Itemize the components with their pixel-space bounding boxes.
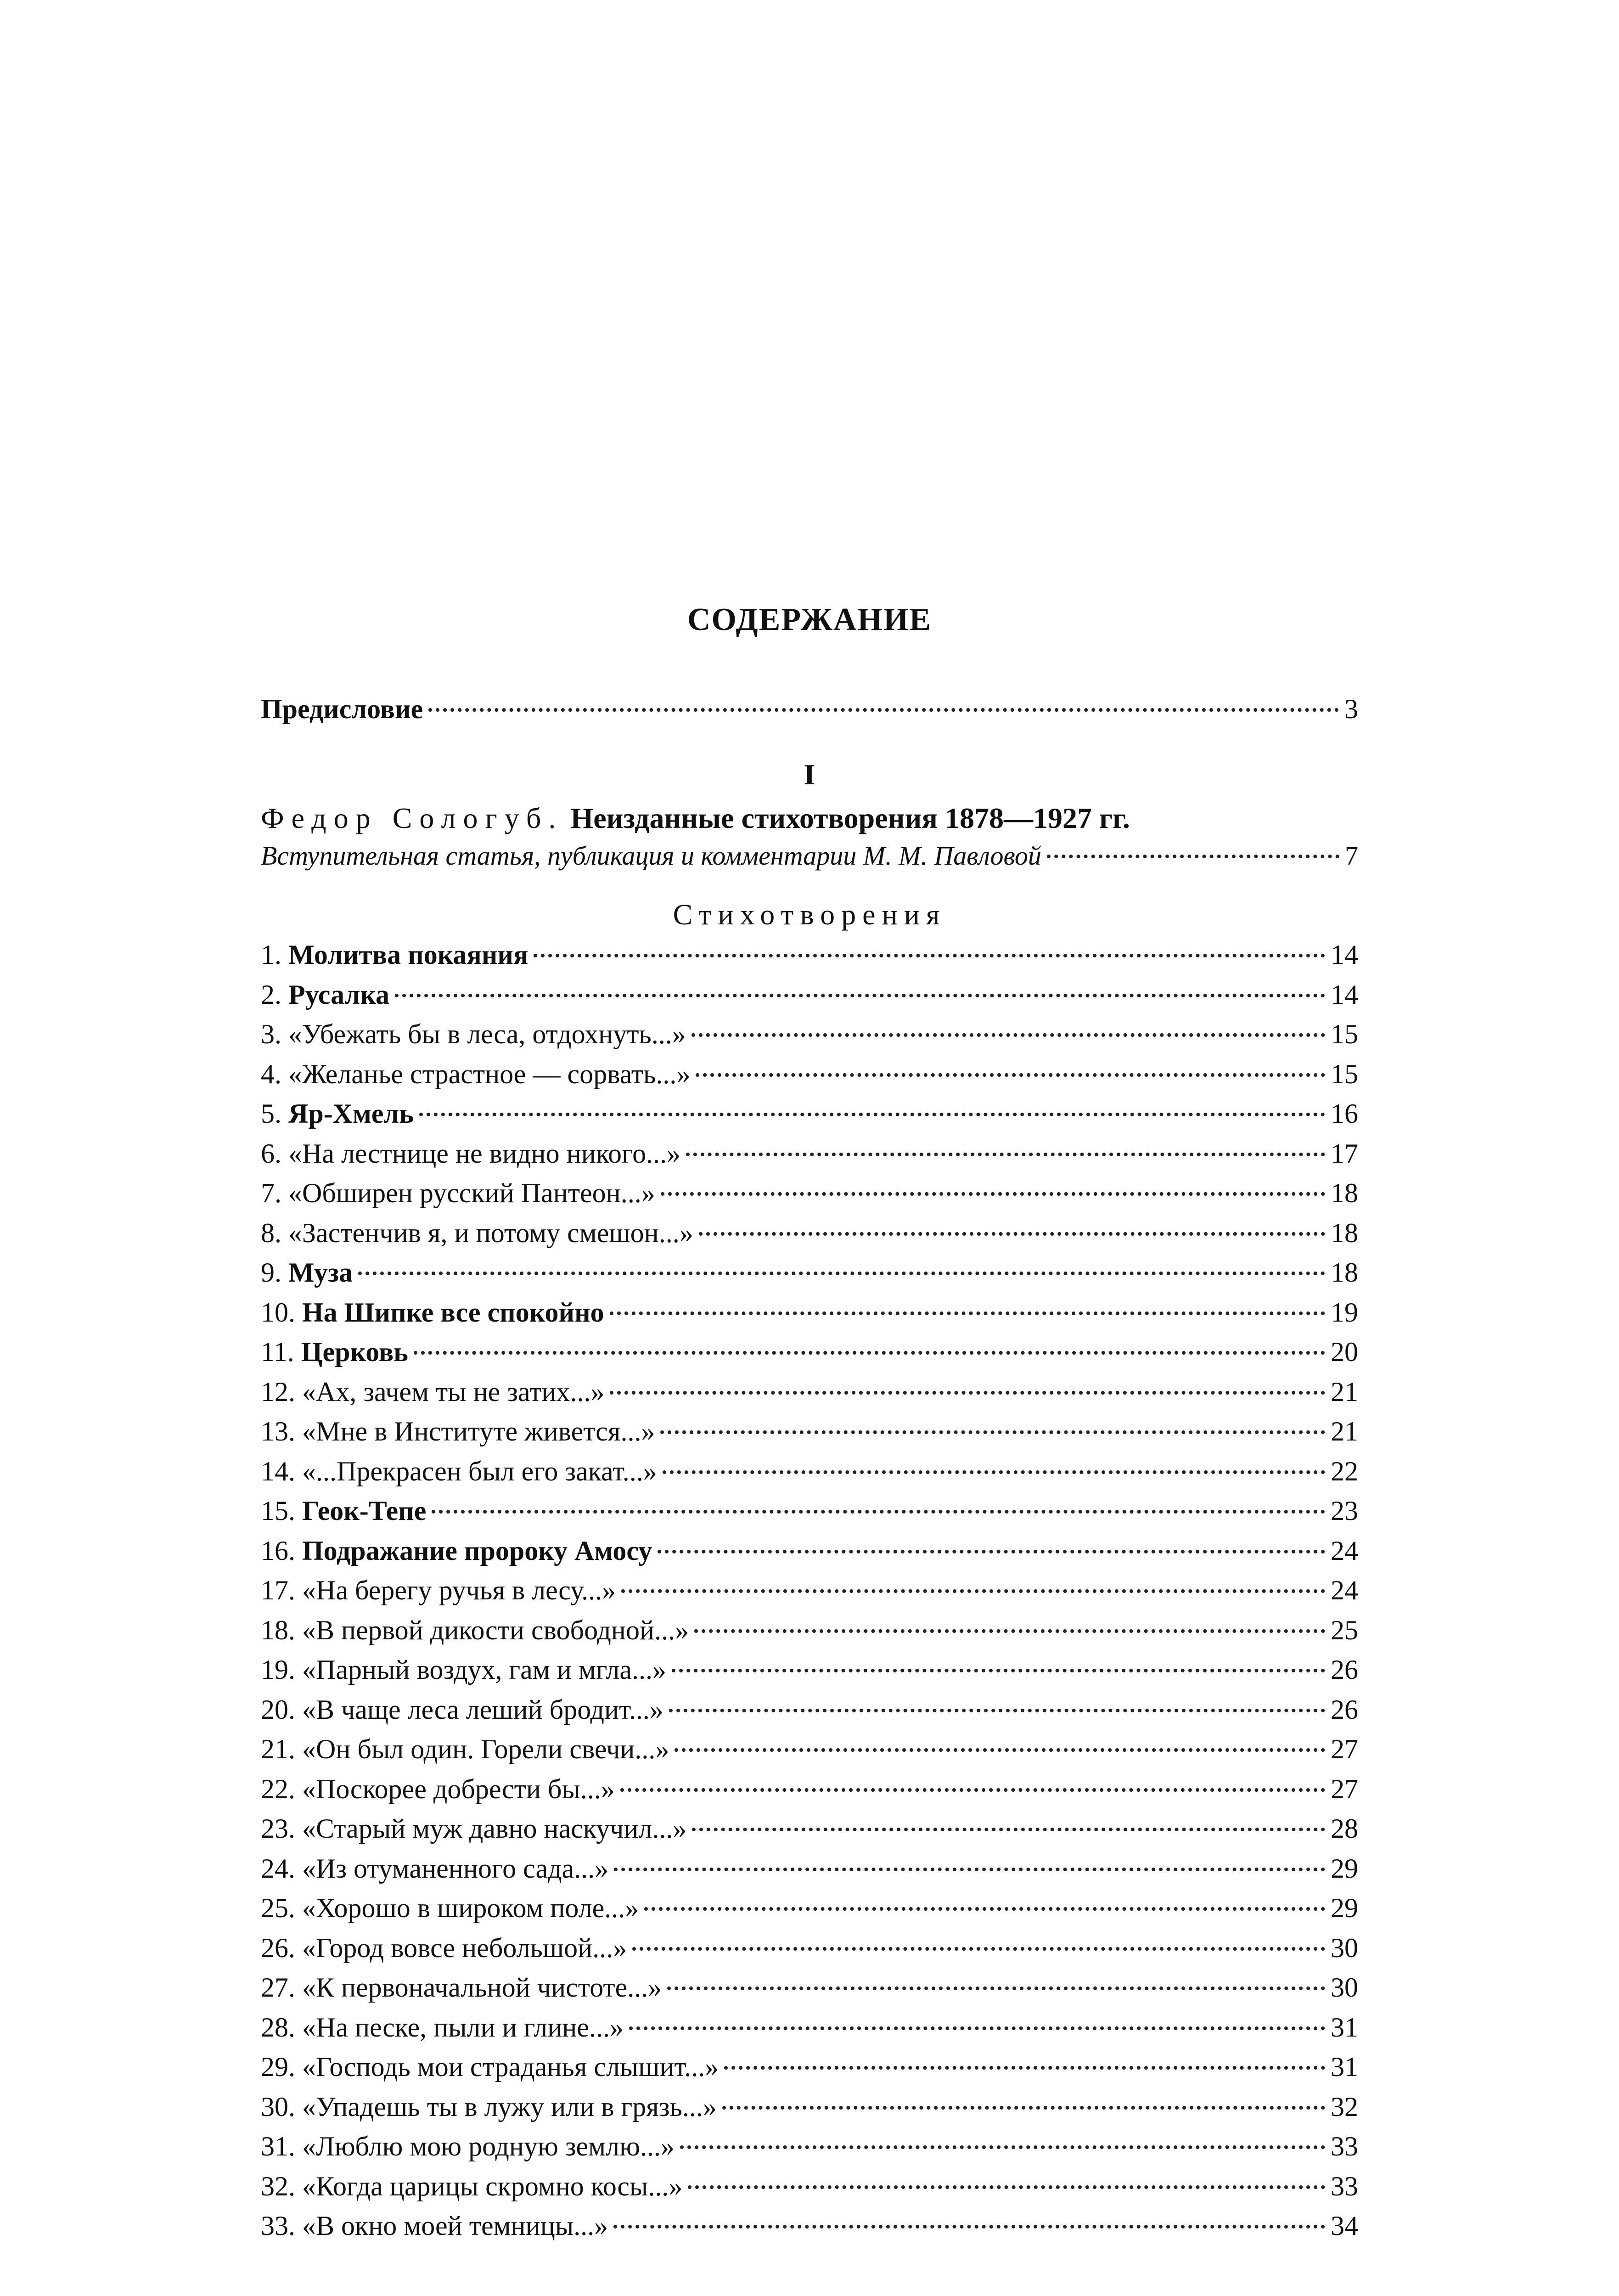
dot-leader bbox=[699, 1232, 1325, 1236]
toc-entry-number: 16. bbox=[261, 1536, 295, 1566]
toc-entry-title bbox=[261, 979, 389, 1011]
toc-entry-introduction[interactable] bbox=[261, 840, 1358, 871]
toc-entry-text: Геок-Тепе bbox=[302, 1496, 427, 1526]
dot-leader bbox=[669, 1709, 1325, 1712]
toc-entry-number: 33. bbox=[261, 2211, 295, 2241]
toc-entry-number: 7. bbox=[261, 1178, 281, 1208]
toc-page-number: 14 bbox=[1331, 940, 1358, 970]
toc-entry-text: «На берегу ручья в лесу...» bbox=[302, 1575, 616, 1605]
toc-entry[interactable] bbox=[261, 1456, 1358, 1487]
toc-entry-text: Молитва покаяния bbox=[288, 940, 528, 970]
toc-entry-title bbox=[261, 1138, 680, 1170]
dot-leader bbox=[696, 1073, 1325, 1077]
toc-entry-text: «Убежать бы в леса, отдохнуть...» bbox=[288, 1019, 686, 1049]
toc-entry-title bbox=[261, 1853, 608, 1885]
toc-entry-title bbox=[261, 1615, 689, 1646]
toc-entry-title bbox=[261, 1654, 666, 1686]
toc-page-number: 18 bbox=[1331, 1218, 1358, 1248]
dot-leader bbox=[660, 1430, 1325, 1434]
toc-entry-text: Церковь bbox=[301, 1337, 408, 1367]
toc-page-number: 20 bbox=[1331, 1337, 1358, 1367]
dot-leader bbox=[675, 1748, 1325, 1752]
toc-entry[interactable] bbox=[261, 1654, 1358, 1686]
toc-page-number: 29 bbox=[1331, 1893, 1358, 1923]
toc-entry-text: «Город вовсе небольшой...» bbox=[302, 1933, 627, 1963]
toc-entry[interactable] bbox=[261, 1297, 1358, 1328]
poems-heading: Стихотворения bbox=[673, 898, 946, 931]
toc-entry-text: «Господь мои страданья слышит...» bbox=[302, 2052, 719, 2082]
toc-entry-number: 25. bbox=[261, 1893, 295, 1923]
toc-entry-number: 6. bbox=[261, 1138, 281, 1169]
toc-entry-text: «Упадешь ты в лужу или в грязь...» bbox=[302, 2092, 717, 2122]
toc-entry[interactable] bbox=[261, 1376, 1358, 1408]
toc-entry-text: «Ах, зачем ты не затих...» bbox=[302, 1377, 605, 1407]
toc-entry-title bbox=[261, 2210, 608, 2242]
toc-entry[interactable] bbox=[261, 1892, 1358, 1924]
toc-entry-number: 19. bbox=[261, 1654, 295, 1685]
toc-entry-text: «В окно моей темницы...» bbox=[302, 2211, 608, 2241]
toc-entry-title bbox=[261, 1257, 353, 1289]
dot-leader bbox=[629, 2026, 1325, 2030]
toc-page-number: 31 bbox=[1331, 2012, 1358, 2043]
toc-page-number: 31 bbox=[1331, 2052, 1358, 2082]
toc-page-number: 21 bbox=[1331, 1377, 1358, 1407]
toc-entry-preface[interactable] bbox=[261, 693, 1358, 725]
toc-entry-title bbox=[261, 1217, 693, 1249]
toc-page-number: 29 bbox=[1331, 1853, 1358, 1884]
toc-entry[interactable] bbox=[261, 1853, 1358, 1885]
toc-entry-number: 17. bbox=[261, 1575, 295, 1605]
toc-entry-number: 29. bbox=[261, 2052, 295, 2082]
toc-entry-text: «Люблю мою родную землю...» bbox=[302, 2131, 675, 2161]
toc-entry[interactable] bbox=[261, 2091, 1358, 2123]
toc-page-number: 32 bbox=[1331, 2092, 1358, 2122]
dot-leader bbox=[672, 1669, 1325, 1672]
dot-leader bbox=[663, 1470, 1325, 1474]
part-number: I bbox=[804, 758, 815, 791]
toc-entry-title bbox=[261, 2012, 624, 2043]
toc-entry-text: «Мне в Институте живется...» bbox=[302, 1416, 655, 1446]
toc-entry-title bbox=[261, 2131, 675, 2162]
toc-entry-number: 18. bbox=[261, 1615, 295, 1645]
toc-page-number: 16 bbox=[1331, 1098, 1358, 1129]
toc-entry-text: «На песке, пыли и глине...» bbox=[302, 2012, 624, 2043]
section-title: Неизданные стихотворения 1878—1927 гг. bbox=[570, 802, 1130, 834]
toc-entry[interactable] bbox=[261, 1098, 1358, 1130]
toc-entry-text: Подражание пророку Амосу bbox=[302, 1536, 652, 1566]
toc-entry[interactable] bbox=[261, 1177, 1358, 1209]
toc-entry-number: 11. bbox=[261, 1337, 294, 1367]
toc-entry-number: 22. bbox=[261, 1774, 295, 1804]
toc-entry-number: 31. bbox=[261, 2131, 295, 2161]
toc-entry-text: «В чаще леса леший бродит...» bbox=[302, 1694, 663, 1725]
toc-entry-title bbox=[261, 1416, 655, 1447]
toc-entry[interactable] bbox=[261, 1535, 1358, 1567]
toc-entry-text: «Желанье страстное — сорвать...» bbox=[288, 1059, 691, 1089]
toc-entry[interactable] bbox=[261, 2051, 1358, 2083]
toc-entry-title bbox=[261, 1297, 604, 1328]
dot-leader bbox=[661, 1192, 1325, 1196]
toc-entry-text: Муза bbox=[288, 1257, 353, 1288]
toc-entry[interactable] bbox=[261, 939, 1358, 971]
toc-entry-text: «Парный воздух, гам и мгла...» bbox=[302, 1654, 666, 1685]
toc-page-number: 19 bbox=[1331, 1297, 1358, 1328]
dot-leader bbox=[610, 1311, 1325, 1315]
toc-entry-title bbox=[261, 2051, 719, 2083]
toc-entry-number: 13. bbox=[261, 1416, 295, 1446]
toc-entry[interactable] bbox=[261, 1773, 1358, 1805]
toc-entry-text: «На лестнице не видно никого...» bbox=[288, 1138, 681, 1169]
dot-leader bbox=[428, 708, 1339, 712]
toc-entry-title bbox=[261, 1813, 686, 1845]
toc-page-number: 25 bbox=[1331, 1615, 1358, 1645]
toc-entry-number: 23. bbox=[261, 1813, 295, 1844]
toc-page-number: 24 bbox=[1331, 1575, 1358, 1605]
toc-entry[interactable] bbox=[261, 1257, 1358, 1289]
toc-entry[interactable] bbox=[261, 1217, 1358, 1249]
toc-page-number: 28 bbox=[1331, 1813, 1358, 1844]
toc-entry-text: «Он был один. Горели свечи...» bbox=[302, 1734, 669, 1764]
toc-entry[interactable] bbox=[261, 1694, 1358, 1726]
toc-entry-number: 26. bbox=[261, 1933, 295, 1963]
toc-entry[interactable] bbox=[261, 1972, 1358, 2003]
toc-entry[interactable] bbox=[261, 1019, 1358, 1050]
toc-entry-text: «Обширен русский Пантеон...» bbox=[288, 1178, 655, 1208]
toc-entry-number: 28. bbox=[261, 2012, 295, 2043]
toc-page-number: 27 bbox=[1331, 1774, 1358, 1804]
dot-leader bbox=[644, 1907, 1325, 1911]
dot-leader bbox=[419, 1113, 1325, 1116]
toc-entry-text: «Когда царицы скромно косы...» bbox=[302, 2171, 683, 2201]
toc-page-number: 21 bbox=[1331, 1416, 1358, 1446]
toc-entry[interactable] bbox=[261, 2131, 1358, 2162]
toc-entry-number: 10. bbox=[261, 1297, 295, 1328]
toc-entry-number: 1. bbox=[261, 940, 281, 970]
dot-leader bbox=[414, 1351, 1325, 1355]
toc-entry-text: «В первой дикости свободной...» bbox=[302, 1615, 689, 1645]
toc-entry-number: 2. bbox=[261, 979, 281, 1010]
toc-entry-title: Вступительная статья, публикация и комментарии М. М. Павловой bbox=[261, 841, 1041, 871]
dot-leader bbox=[1047, 855, 1339, 858]
toc-entry-number: 14. bbox=[261, 1456, 295, 1486]
toc-page-number: 23 bbox=[1331, 1496, 1358, 1526]
toc-entry-title bbox=[261, 1892, 639, 1924]
toc-entry[interactable] bbox=[261, 1575, 1358, 1606]
toc-entry-title bbox=[261, 1495, 426, 1527]
toc-page-number: 17 bbox=[1331, 1138, 1358, 1169]
toc-entry-number: 3. bbox=[261, 1019, 281, 1049]
toc-entry[interactable] bbox=[261, 1813, 1358, 1845]
dot-leader bbox=[680, 2145, 1325, 2149]
toc-page-number: 30 bbox=[1331, 1933, 1358, 1963]
section-author: Федор Сологуб. bbox=[261, 802, 563, 834]
toc-entry[interactable] bbox=[261, 2210, 1358, 2242]
toc-entry-number: 8. bbox=[261, 1218, 281, 1248]
toc-page-number: 24 bbox=[1331, 1536, 1358, 1566]
toc-entry-number: 5. bbox=[261, 1098, 281, 1129]
dot-leader bbox=[610, 1391, 1325, 1395]
toc-page-number: 14 bbox=[1331, 979, 1358, 1010]
toc-entry[interactable] bbox=[261, 1615, 1358, 1646]
toc-entry-title bbox=[261, 1177, 655, 1209]
page-title: СОДЕРЖАНИЕ bbox=[687, 602, 932, 637]
toc-page-number: 26 bbox=[1331, 1654, 1358, 1685]
toc-entry[interactable] bbox=[261, 1495, 1358, 1527]
toc-page-number: 18 bbox=[1331, 1178, 1358, 1208]
toc-entry-number: 9. bbox=[261, 1257, 281, 1288]
toc-entry-number: 15. bbox=[261, 1496, 295, 1526]
toc-entry-title bbox=[261, 1773, 615, 1805]
toc-entry-number: 27. bbox=[261, 1972, 295, 2003]
toc-page-number: 34 bbox=[1331, 2211, 1358, 2241]
dot-leader bbox=[613, 2225, 1325, 2228]
dot-leader bbox=[691, 1033, 1325, 1037]
toc-entry-text: Яр-Хмель bbox=[288, 1098, 414, 1129]
toc-entry[interactable] bbox=[261, 1733, 1358, 1765]
dot-leader bbox=[688, 2185, 1325, 2189]
toc-entry-title bbox=[261, 2171, 682, 2202]
toc-entry-text: «К первоначальной чистоте...» bbox=[302, 1972, 662, 2003]
toc-page-number: 33 bbox=[1331, 2131, 1358, 2161]
dot-leader bbox=[358, 1272, 1325, 1275]
toc-page-number: 7 bbox=[1345, 841, 1358, 871]
dot-leader bbox=[658, 1550, 1325, 1553]
toc-entry[interactable] bbox=[261, 2171, 1358, 2202]
toc-entry-number: 12. bbox=[261, 1377, 295, 1407]
toc-entry-title bbox=[261, 1058, 690, 1090]
toc-entry[interactable] bbox=[261, 1138, 1358, 1170]
toc-page-number: 30 bbox=[1331, 1972, 1358, 2003]
toc-entry[interactable] bbox=[261, 979, 1358, 1011]
toc-entry-number: 30. bbox=[261, 2092, 295, 2122]
section-heading bbox=[261, 801, 1358, 835]
dot-leader bbox=[692, 1828, 1325, 1831]
toc-entry-title bbox=[261, 1456, 657, 1487]
dot-leader bbox=[667, 1986, 1325, 1990]
toc-entry-title bbox=[261, 1694, 663, 1726]
toc-entry-title bbox=[261, 1336, 408, 1368]
toc-entry-title bbox=[261, 1972, 662, 2003]
toc-entry-text: «Поскорее добрести бы...» bbox=[302, 1774, 615, 1804]
toc-page-number: 26 bbox=[1331, 1694, 1358, 1725]
toc-entry-title bbox=[261, 1019, 686, 1050]
toc-entry-text: Русалка bbox=[288, 979, 390, 1010]
dot-leader bbox=[632, 1947, 1325, 1951]
toc-page-number: 15 bbox=[1331, 1019, 1358, 1049]
dot-leader bbox=[395, 994, 1325, 997]
toc-entry-text: «Застенчив я, и потому смешон...» bbox=[288, 1218, 693, 1248]
toc-page-number: 27 bbox=[1331, 1734, 1358, 1764]
toc-entry-number: 20. bbox=[261, 1694, 295, 1725]
dot-leader bbox=[432, 1510, 1325, 1514]
dot-leader bbox=[620, 1788, 1325, 1792]
toc-entry-title bbox=[261, 1733, 669, 1765]
toc-page-number: 3 bbox=[1344, 694, 1358, 724]
toc-entry-title bbox=[261, 1932, 627, 1964]
dot-leader bbox=[724, 2066, 1325, 2070]
toc-entry-text: «Из отуманенного сада...» bbox=[302, 1853, 609, 1884]
toc-entry-text: «Хорошо в широком поле...» bbox=[302, 1893, 639, 1923]
dot-leader bbox=[621, 1589, 1325, 1593]
toc-entry[interactable] bbox=[261, 1336, 1358, 1368]
toc-entry-title bbox=[261, 1535, 652, 1567]
dot-leader bbox=[686, 1153, 1325, 1156]
dot-leader bbox=[722, 2106, 1325, 2110]
toc-entry-text: На Шипке все спокойно bbox=[302, 1297, 604, 1328]
toc-entry-number: 32. bbox=[261, 2171, 295, 2201]
toc-entry-title bbox=[261, 1098, 414, 1130]
toc-entry-title bbox=[261, 2091, 717, 2123]
toc-entry-text: «Старый муж давно наскучил...» bbox=[302, 1813, 687, 1844]
toc-entry-number: 21. bbox=[261, 1734, 295, 1764]
toc-entry-title: Предисловие bbox=[261, 694, 423, 724]
toc-page-number: 18 bbox=[1331, 1257, 1358, 1288]
toc-entry-number: 24. bbox=[261, 1853, 295, 1884]
toc-page-number: 15 bbox=[1331, 1059, 1358, 1089]
dot-leader bbox=[614, 1868, 1325, 1871]
toc-entry[interactable] bbox=[261, 2012, 1358, 2043]
toc-entry[interactable] bbox=[261, 1416, 1358, 1447]
toc-entry-number: 4. bbox=[261, 1059, 281, 1089]
toc-page-number: 33 bbox=[1331, 2171, 1358, 2201]
toc-entry[interactable] bbox=[261, 1058, 1358, 1090]
toc-page-number: 22 bbox=[1331, 1456, 1358, 1486]
toc-entry[interactable] bbox=[261, 1932, 1358, 1964]
dot-leader bbox=[694, 1629, 1325, 1633]
toc-entry-title bbox=[261, 1376, 604, 1408]
dot-leader bbox=[534, 954, 1325, 957]
toc-entry-title bbox=[261, 939, 528, 971]
toc-entry-text: «...Прекрасен был его закат...» bbox=[302, 1456, 657, 1486]
toc-entry-title bbox=[261, 1575, 616, 1606]
